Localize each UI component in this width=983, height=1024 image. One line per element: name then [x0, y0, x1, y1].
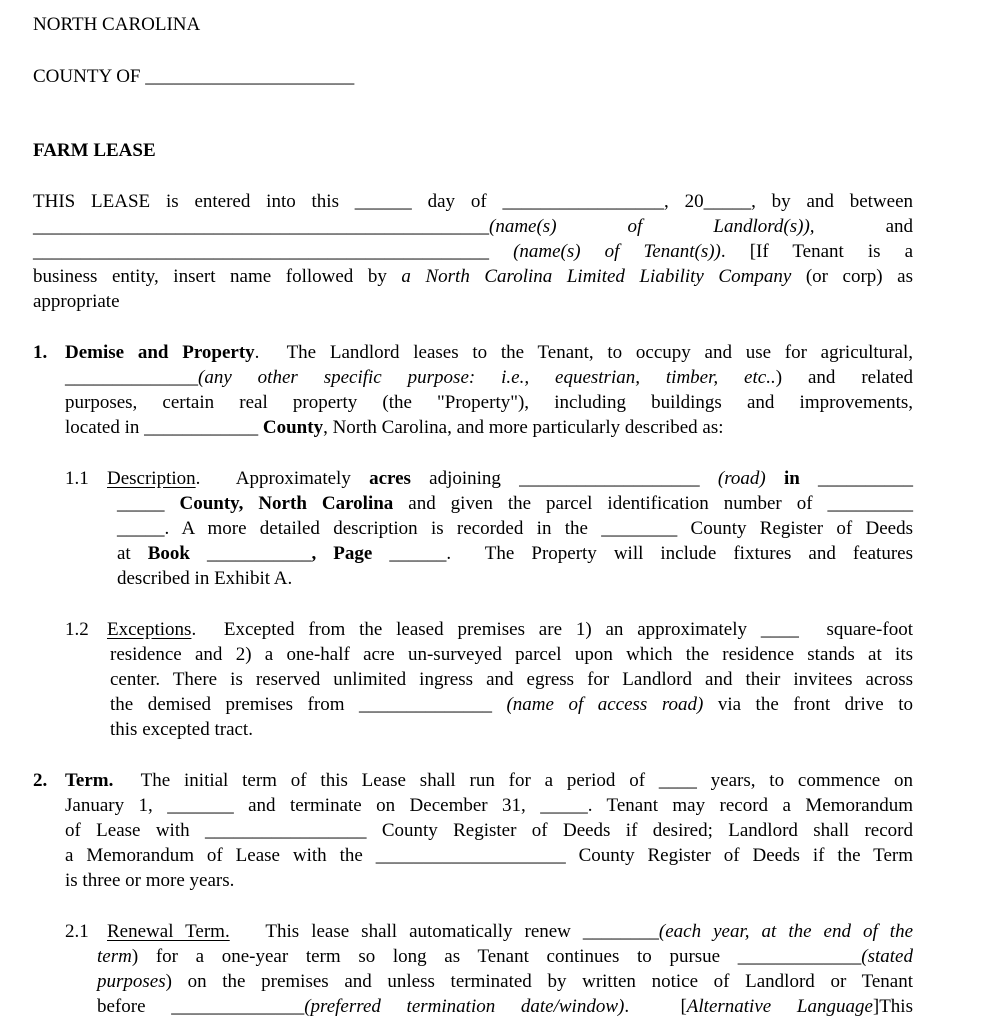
blank-field: _____________: [737, 946, 862, 967]
text-line: [33, 239, 913, 264]
text-segment: purposes, certain real property (the "Property"), including buildings and improvements,: [65, 392, 913, 413]
blank-field: ________: [582, 921, 659, 942]
text-segment: Term.: [65, 770, 114, 791]
text-segment: and terminate on December 31,: [233, 795, 541, 816]
text-segment: , North Carolina, and more particularly described as:: [323, 417, 724, 438]
blank-field: _____: [540, 795, 588, 816]
text-segment: (name(s) of Tenant(s)): [513, 241, 721, 262]
blank-field: ________: [601, 518, 678, 539]
text-line: [33, 214, 913, 239]
blank-field: ____: [760, 619, 799, 640]
text-segment: appropriate: [33, 291, 120, 312]
text-segment: residence and 2) a one-half acre un-surveyed parcel upon which the residence stands at its: [110, 644, 913, 665]
text-segment: day of: [411, 191, 503, 212]
text-line: [33, 264, 913, 289]
text-segment: the demised premises from: [110, 694, 359, 715]
text-segment: (name(s) of Landlord(s)),: [489, 216, 815, 237]
text-segment: (stated: [861, 946, 913, 967]
text-segment: term: [97, 946, 132, 967]
text-segment: ) and related: [775, 367, 914, 388]
text-segment: purposes: [97, 971, 166, 992]
text-segment: at: [117, 543, 148, 564]
text-segment: [800, 468, 818, 489]
subsection-1-2: [33, 617, 913, 742]
text-segment: of Lease with: [65, 820, 205, 841]
text-segment: [766, 468, 784, 489]
text-segment: . Tenant may record a Memorandum: [587, 795, 913, 816]
text-line: [33, 340, 913, 365]
text-line: [110, 717, 913, 742]
list-number: 1.1: [65, 468, 89, 489]
text-segment: County: [262, 417, 324, 438]
text-line: [110, 692, 913, 717]
text-segment: and: [814, 216, 913, 237]
text-segment: . A more detailed description is recorded in the: [164, 518, 602, 539]
text-segment: . The Landlord leases to the Tenant, to occupy and use for agricultural,: [254, 342, 913, 363]
list-number: 2.1: [65, 921, 89, 942]
text-line: [65, 365, 913, 390]
text-segment: a North Carolina Limited Liability Company: [401, 266, 792, 287]
subsection-2-1: [33, 919, 913, 1019]
text-segment: Renewal Term.: [107, 921, 230, 942]
text-line: [33, 289, 913, 314]
text-segment: , 20: [664, 191, 704, 212]
text-segment: [165, 493, 180, 514]
text-line: [117, 516, 913, 541]
text-segment: Book: [147, 543, 190, 564]
text-segment: adjoining: [410, 468, 520, 489]
text-segment: . [: [624, 996, 687, 1017]
text-segment: square-foot: [798, 619, 913, 640]
text-line: [33, 768, 913, 793]
county-line: [33, 64, 913, 89]
county-blank-field: ______________________: [145, 66, 355, 87]
blank-field: ____: [658, 770, 697, 791]
text-segment: in: [783, 468, 800, 489]
text-segment: . The Property will include fixtures and features: [446, 543, 913, 564]
text-line: [97, 994, 913, 1019]
text-line: [65, 868, 913, 893]
text-segment: Demise and Property: [65, 342, 255, 363]
text-segment: acres: [369, 468, 411, 489]
document-header: [33, 12, 913, 163]
text-segment: years, to commence on: [696, 770, 913, 791]
text-segment: (name of access road): [506, 694, 704, 715]
section-2: [33, 768, 913, 893]
text-segment: [489, 241, 513, 262]
text-segment: before: [97, 996, 172, 1017]
blank-field: __________: [818, 468, 914, 489]
blank-field: ______: [389, 543, 447, 564]
text-segment: (each year, at the end of the: [658, 921, 913, 942]
text-segment: [190, 543, 207, 564]
text-segment: (preferred termination date/window): [304, 996, 625, 1017]
blank-field: _____: [117, 493, 165, 514]
text-line: [110, 667, 913, 692]
text-segment: (road): [717, 468, 766, 489]
blank-field: _________: [827, 493, 913, 514]
list-number: 2.: [33, 770, 48, 791]
blank-field: ____________________: [375, 845, 566, 866]
document-paragraphs: [33, 189, 913, 1019]
blank-field: ______________: [65, 367, 198, 388]
blank-field: ___________________: [519, 468, 700, 489]
text-segment: January 1,: [65, 795, 168, 816]
text-segment: THIS LEASE is entered into this: [33, 191, 355, 212]
text-segment: ) for a one-year term so long as Tenant continues to pursue: [131, 946, 738, 967]
section-1: [33, 340, 913, 440]
text-segment: located in: [65, 417, 145, 438]
text-line: [33, 189, 913, 214]
text-segment: center. There is reserved unlimited ingress and egress for Landlord and their invitees across: [110, 669, 913, 690]
blank-field: _________________: [502, 191, 664, 212]
text-line: [117, 541, 913, 566]
text-segment: described in Exhibit A.: [117, 568, 293, 589]
text-line: [65, 415, 913, 440]
text-segment: The initial term of this Lease shall run for a period of: [113, 770, 659, 791]
text-segment: , by and between: [751, 191, 914, 212]
document-title: FARM LEASE: [33, 140, 156, 161]
text-segment: . Approximately: [195, 468, 370, 489]
text-line: [97, 969, 913, 994]
blank-field: _____: [117, 518, 165, 539]
subsection-1-1: [33, 466, 913, 591]
text-segment: (or corp) as: [791, 266, 914, 287]
text-segment: County Register of Deeds if the Term: [565, 845, 913, 866]
text-line: [65, 466, 914, 491]
text-segment: this excepted tract.: [110, 719, 253, 740]
text-segment: is three or more years.: [65, 870, 235, 891]
text-line: [65, 793, 913, 818]
text-segment: [372, 543, 389, 564]
text-segment: County Register of Deeds if desired; Landlord shall record: [366, 820, 914, 841]
text-segment: This lease shall automatically renew: [229, 921, 583, 942]
blank-field: ____________: [144, 417, 259, 438]
list-number: 1.2: [65, 619, 89, 640]
blank-field: ________________________________________________: [33, 216, 489, 237]
text-line: [65, 843, 913, 868]
text-segment: Description: [107, 468, 196, 489]
county-label: COUNTY OF: [33, 66, 146, 87]
blank-field: _______: [167, 795, 234, 816]
list-number: 1.: [33, 342, 48, 363]
text-segment: County, North Carolina: [179, 493, 394, 514]
text-line: [117, 491, 913, 516]
text-line: [117, 566, 913, 591]
text-line: [65, 818, 913, 843]
text-segment: [492, 694, 507, 715]
text-segment: ) on the premises and unless terminated by written notice of Landlord or Tenant: [165, 971, 913, 992]
blank-field: ______________: [358, 694, 492, 715]
text-segment: Alternative Language: [686, 996, 873, 1017]
text-line: [97, 944, 913, 969]
text-segment: County Register of Deeds: [677, 518, 914, 539]
text-segment: , Page: [311, 543, 373, 564]
text-line: [65, 390, 913, 415]
blank-field: ______________: [171, 996, 305, 1017]
text-segment: and given the parcel identification number of: [393, 493, 828, 514]
text-segment: business entity, insert name followed by: [33, 266, 402, 287]
text-line: [65, 919, 913, 944]
intro-paragraph: [33, 189, 913, 314]
blank-field: ________________________________________________: [33, 241, 489, 262]
blank-field: ___________: [207, 543, 312, 564]
text-segment: via the front drive to: [703, 694, 913, 715]
text-segment: a Memorandum of Lease with the: [65, 845, 376, 866]
text-segment: ]This: [872, 996, 913, 1017]
state-line: NORTH CAROLINA: [33, 14, 201, 35]
text-segment: [700, 468, 718, 489]
blank-field: ______: [354, 191, 412, 212]
text-line: [110, 642, 913, 667]
blank-field: _________________: [204, 820, 367, 841]
text-segment: . [If Tenant is a: [720, 241, 914, 262]
text-segment: (any other specific purpose: i.e., equestrian, timber, etc..: [198, 367, 776, 388]
text-segment: Exceptions: [107, 619, 192, 640]
text-line: [65, 617, 913, 642]
blank-field: _____: [703, 191, 752, 212]
text-segment: . Excepted from the leased premises are 1) an approximately: [191, 619, 761, 640]
